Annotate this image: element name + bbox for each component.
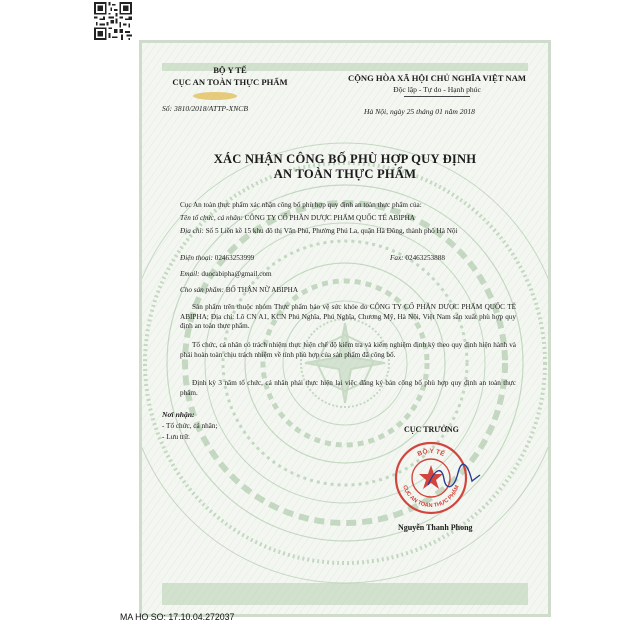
- republic-name: CỘNG HÒA XÃ HỘI CHỦ NGHĨA VIỆT NAM: [347, 73, 527, 83]
- document-number: Số: 3810/2018/ATTP-XNCB: [162, 104, 248, 113]
- organization-label: Tên tổ chức, cá nhân:: [180, 214, 243, 222]
- title-line-2: AN TOÀN THỰC PHẨM: [273, 167, 417, 181]
- email-label: Email:: [180, 270, 200, 278]
- signatory-title: CỤC TRƯỞNG: [404, 425, 459, 434]
- title-line-1: XÁC NHẬN CÔNG BỐ PHÙ HỢP QUY ĐỊNH: [213, 152, 477, 166]
- address-line: [180, 227, 516, 237]
- phone-line: [180, 254, 254, 264]
- national-motto: Độc lập - Tự do - Hạnh phúc: [393, 85, 481, 94]
- product-label: Cho sản phẩm:: [180, 286, 224, 294]
- agency-logo: [170, 88, 260, 98]
- issue-date: Hà Nội, ngày 25 tháng 01 năm 2018: [364, 107, 475, 116]
- stamp-bottom-text: CỤC AN TOÀN THỰC PHẨM: [401, 484, 461, 510]
- product-value: BỔ THẬN NỮ ABIPHA: [225, 286, 299, 294]
- paragraph-2: Tổ chức, cá nhân có trách nhiệm thực hiện chế độ kiểm tra và kiểm nghiệm định kỳ theo quy định hiện hành và phải hoàn toàn chịu trách nhiệm về tính phù hợp của sản phẩm đã công bố.: [180, 341, 516, 359]
- paragraph-3: Định kỳ 3 năm tổ chức, cá nhân phải thực hiện lại việc đăng ký bản công bố phù hợp quy định an toàn thực phẩm.: [180, 379, 516, 397]
- fax-line: [390, 254, 445, 264]
- address-label: Địa chỉ:: [180, 227, 204, 235]
- certificate: [139, 40, 551, 617]
- organization-line: [180, 214, 415, 224]
- dossier-code: MA HO SO: 17.10.04.272037: [120, 612, 235, 622]
- email-value: duocabipha@gmail.com: [201, 270, 272, 278]
- recipient-item: - Lưu trữ.: [162, 433, 190, 441]
- motto-underline: [404, 96, 470, 97]
- fax-label: Fax:: [390, 254, 404, 262]
- fax-value: 02463253888: [405, 254, 445, 262]
- agency-name: CỤC AN TOÀN THỰC PHẨM: [172, 77, 288, 87]
- address-value: Số 5 Liền kề 15 khu đô thị Văn Phú, Phường Phú La, quận Hà Đông, thành phố Hà Nội: [205, 227, 458, 235]
- handwritten-signature: [424, 463, 484, 493]
- recipients-heading: Nơi nhận:: [162, 410, 195, 419]
- organization-value: CÔNG TY CỔ PHẦN DƯỢC PHẨM QUỐC TẾ ABIPHA: [244, 214, 415, 222]
- product-line: [180, 286, 298, 296]
- signatory-name: Nguyễn Thanh Phong: [398, 523, 473, 532]
- phone-label: Điện thoại:: [180, 254, 213, 262]
- phone-value: 02463253999: [214, 254, 255, 262]
- email-line: [180, 270, 272, 280]
- qr-code: [94, 2, 132, 40]
- ministry-name: BỘ Y TẾ: [213, 65, 247, 75]
- recipient-item: - Tổ chức, cá nhân;: [162, 422, 218, 430]
- intro-text: Cục An toàn thực phẩm xác nhận công bố phù hợp quy định an toàn thực phẩm của:: [180, 201, 422, 209]
- svg-text:BỘ Y TẾ: [417, 446, 448, 458]
- paragraph-1: Sản phẩm trên thuộc nhóm Thực phẩm bảo vệ sức khỏe do CÔNG TY CỔ PHẦN DƯỢC PHẨM QUỐC TẾ ABIPHA; Địa chỉ: Lô CN A1, KCN Phú Nghĩa, Phú Nghĩa, Chương Mỹ, Hà Nội, Việt Nam sản xuất phù hợp quy định an toàn thực phẩm.: [180, 303, 516, 331]
- stamp-top-text: BỘ Y TẾ: [416, 447, 446, 459]
